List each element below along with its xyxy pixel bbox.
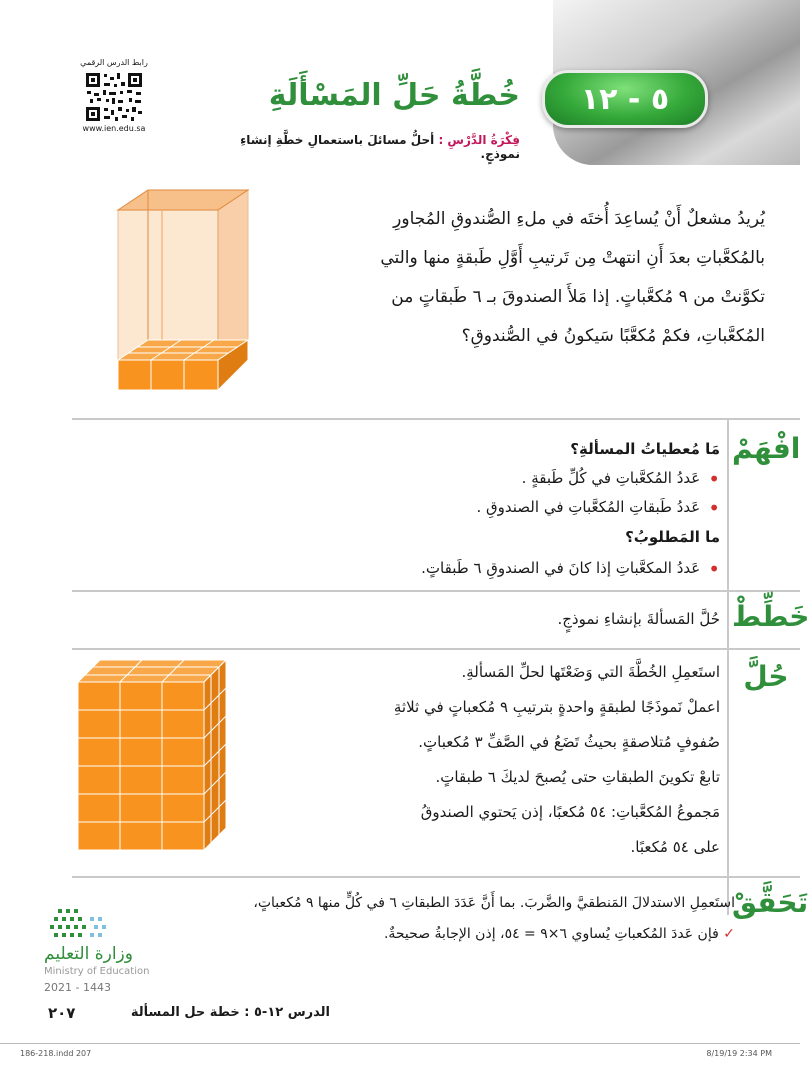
understand-heading: افْهَمْ [732, 432, 801, 465]
lesson-number-badge: ٥ - ١٢ [542, 70, 708, 128]
lesson-idea [200, 133, 520, 161]
verify-line-text: فإن عَددَ المُكعباتِ يُساوي ٦×٩ = ٥٤، إذن الإجابةُ صحيحةٌ. [383, 926, 719, 942]
given-question: مَا مُعطياتُ المسألةِ؟ [570, 440, 720, 458]
required-question: ما المَطلوبُ؟ [625, 528, 720, 546]
check-mark-icon: ✓ [723, 926, 735, 942]
ministry-logo-icon [40, 905, 150, 945]
lesson-idea-text: أحلُّ مسائلَ باستعمالِ خطَّةِ إنشاءِ نموذجٍ. [240, 133, 520, 161]
solve-line: استَعمِلِ الخُطَّةَ التي وَضَعْتَها لحلِّ المَسألةِ. [461, 663, 720, 681]
plan-text: حُلَّ المَسألةَ بإنشاءِ نموذجٍ. [557, 610, 720, 628]
verify-line [240, 926, 735, 942]
verify-heading: تَحَقَّقْ [732, 886, 809, 919]
footer-lesson-ref: الدرس ١٢-٥ : خطة حل المسألة [130, 1005, 330, 1020]
edition-year: 2021 - 1443 [44, 981, 111, 994]
page-number: ٢٠٧ [48, 1004, 76, 1022]
lesson-idea-label: فِكْرَةُ الدَّرْسِ : [438, 133, 520, 147]
ministry-name-ar: وزارة التعليم [44, 944, 133, 964]
imprint-file-name: 186-218.indd 207 [20, 1049, 92, 1058]
qr-label: رابط الدرس الرقمي [80, 58, 148, 67]
intro-line: بالمُكعَّباتِ بعدَ أَنِ انتهتْ مِن تَرتيبِ أَوَّلِ طَبقةٍ منها والتي [380, 248, 765, 268]
plan-heading: خَطِّطْ [732, 600, 809, 633]
solve-line: على ٥٤ مُكعبًا. [630, 838, 720, 856]
qr-code-icon[interactable] [84, 71, 144, 123]
ministry-name-en: Ministry of Education [44, 966, 150, 977]
intro-line: يُريدُ مشعلٌ أَنْ يُساعِدَ أُختَه في ملءِ الصُّندوقِ المُجاورِ [393, 209, 765, 229]
intro-line: المُكعَّباتِ، فكمْ مُكعَّبًا سَيكونُ في الصُّندوقِ؟ [461, 326, 765, 346]
solve-line: تابعْ تكوينَ الطبقاتِ حتى يُصبحَ لديكَ ٦ طبقاتٍ. [435, 768, 720, 786]
footer-divider [0, 1043, 800, 1044]
solve-line: مَجموعُ المُكعَّباتِ: ٥٤ مُكعبًا، إذن يَحتوي الصندوقُ [420, 803, 720, 821]
plan-row [72, 590, 809, 650]
imprint-timestamp: 8/19/19 2:34 PM [706, 1049, 772, 1058]
given-item: • عَددُ طَبقاتِ المُكعَّباتِ في الصندوقِ . [160, 496, 720, 520]
required-item: • عَددُ المكعَّباتِ إذا كانَ في الصندوقِ ٦ طَبقاتٍ. [160, 557, 720, 581]
verify-line: استَعمِلِ الاستدلالَ المَنطقيَّ والضَّربَ. بما أَنَّ عَدَدَ الطبقاتِ ٦ في كُلٍّ منها ٩ مُكعباتٍ، [253, 895, 735, 911]
solve-heading: حُلَّ [743, 660, 789, 693]
intro-line: تكوَّنتْ من ٩ مُكعَّباتٍ. إذا مَلأَ الصندوقَ بـ ٦ طَبقاتٍ من [391, 287, 765, 307]
understand-row [72, 420, 800, 592]
intro-problem [270, 200, 765, 356]
cube-model-illustration [78, 660, 226, 850]
solve-line: اعملْ نَموذَجًا لطبقةٍ واحدةٍ بترتيبِ ٩ مُكعباتٍ في ثلاثةِ [393, 698, 720, 716]
solve-line: صُفوفٍ مُتلاصقةٍ بحيثُ تَضَعُ في الصَّفِّ ٣ مُكعباتٍ. [418, 733, 720, 751]
qr-url[interactable]: www.ien.edu.sa [82, 124, 146, 133]
box-with-cube-layer-illustration [108, 190, 248, 400]
given-item: • عَددُ المُكعَّباتِ في كُلِّ طَبقةٍ . [160, 467, 720, 491]
page-title: خُطَّةُ حَلِّ المَسْأَلَةِ [268, 78, 520, 113]
